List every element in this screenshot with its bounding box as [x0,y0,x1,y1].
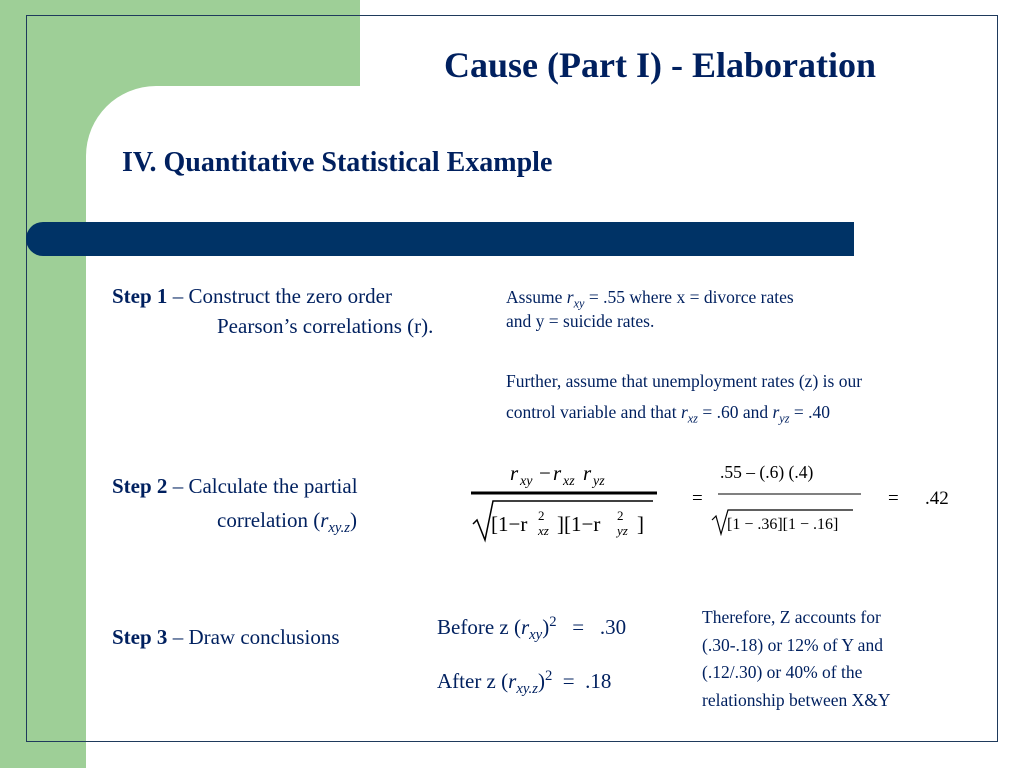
before-z-result [437,614,627,644]
further-prefix: control variable and that [506,402,681,422]
equals-sign-1: = [692,488,703,509]
formula-num-sub1: xy [520,474,533,489]
slide-subtitle: IV. Quantitative Statistical Example [122,147,553,178]
step3-label: Step 3 [112,625,168,649]
further-r-xz: r [680,402,688,422]
formula-num-sub3: yz [593,474,605,489]
after-r: r [508,669,517,693]
assume-line2: and y = suicide rates. [506,311,655,331]
numeric-denominator: [1 − .36][1 − .16] [727,516,839,533]
further-line1: Further, assume that unemployment rates (z) is our [506,371,863,391]
formula-den-sub1: xz [538,523,549,538]
step1-line2: Pearson’s correlations (r). [217,314,434,338]
further-xz-value: = .60 and [697,402,773,422]
formula-num-r2: r [553,461,562,485]
step2-label: Step 2 [112,474,168,498]
equals-sign-2: = [888,488,899,509]
numeric-numerator: .55 – (.6) (.4) [720,462,814,482]
step1-further [506,366,862,428]
after-sub: xy.z [516,681,538,698]
conclusion-line-4: relationship between X&Y [702,689,891,710]
step3-block [112,622,340,652]
step2-line2-prefix: correlation ( [217,508,321,532]
step1-assumption [506,283,794,335]
formula-den-part2: ][1−r [557,512,601,536]
conclusion-line-2: (.30-.18) or 12% of Y and [702,634,883,655]
before-r: r [520,615,530,639]
step2-sub: xy.z [328,520,351,537]
formula-den-sup2: 2 [617,508,624,523]
after-prefix: After z ( [437,669,509,693]
assume-prefix: Assume [506,287,567,307]
assume-value: = .55 where x = divorce rates [584,287,794,307]
step2-block [112,469,358,537]
formula-num-r1: r [510,461,519,485]
formula-num-minus: − [539,461,551,485]
partial-correlation-formula [465,458,665,548]
step2-line2-suffix: ) [350,508,358,532]
assume-r: r [566,287,574,307]
partial-correlation-result: .42 [925,488,949,509]
after-suffix: ) [537,669,545,693]
assume-sub-xy: xy [573,296,585,311]
conclusion-text [702,604,891,714]
before-sub: xy [529,627,543,644]
step2-line2 [112,503,358,537]
step3-text: Draw conclusions [188,625,340,649]
formula-num-r3: r [583,461,592,485]
formula-den-sup1: 2 [538,508,545,523]
formula-den-part1: [1−r [491,512,528,536]
conclusion-line-3: (.12/.30) or 40% of the [702,662,863,682]
step1-block [112,281,433,341]
conclusion-line-1: Therefore, Z accounts for [702,607,881,627]
formula-den-part3: ] [637,512,644,536]
step1-label: Step 1 [112,284,168,308]
further-sub-xz: xz [687,411,698,426]
further-sub-yz: yz [779,411,790,426]
formula-num-sub2: xz [563,474,575,489]
before-value: = .30 [556,615,627,639]
further-r-yz: r [772,402,780,422]
slide-title: Cause (Part I) - Elaboration [444,45,876,85]
after-z-result [437,668,612,698]
step1-dash: – [167,284,189,308]
step2-dash: – [167,474,189,498]
before-suffix: ) [542,615,550,639]
step2-r: r [320,508,329,532]
divider-bar [26,222,854,256]
step1-line1: Construct the zero order [188,284,392,308]
step3-dash: – [167,625,189,649]
after-value: = .18 [552,669,612,693]
before-sup: 2 [549,614,557,630]
numeric-formula [708,458,868,538]
formula-den-sub2: yz [617,523,628,538]
further-yz-value: = .40 [789,402,831,422]
step2-line1: Calculate the partial [188,474,358,498]
before-prefix: Before z ( [437,615,521,639]
after-sup: 2 [544,668,553,684]
